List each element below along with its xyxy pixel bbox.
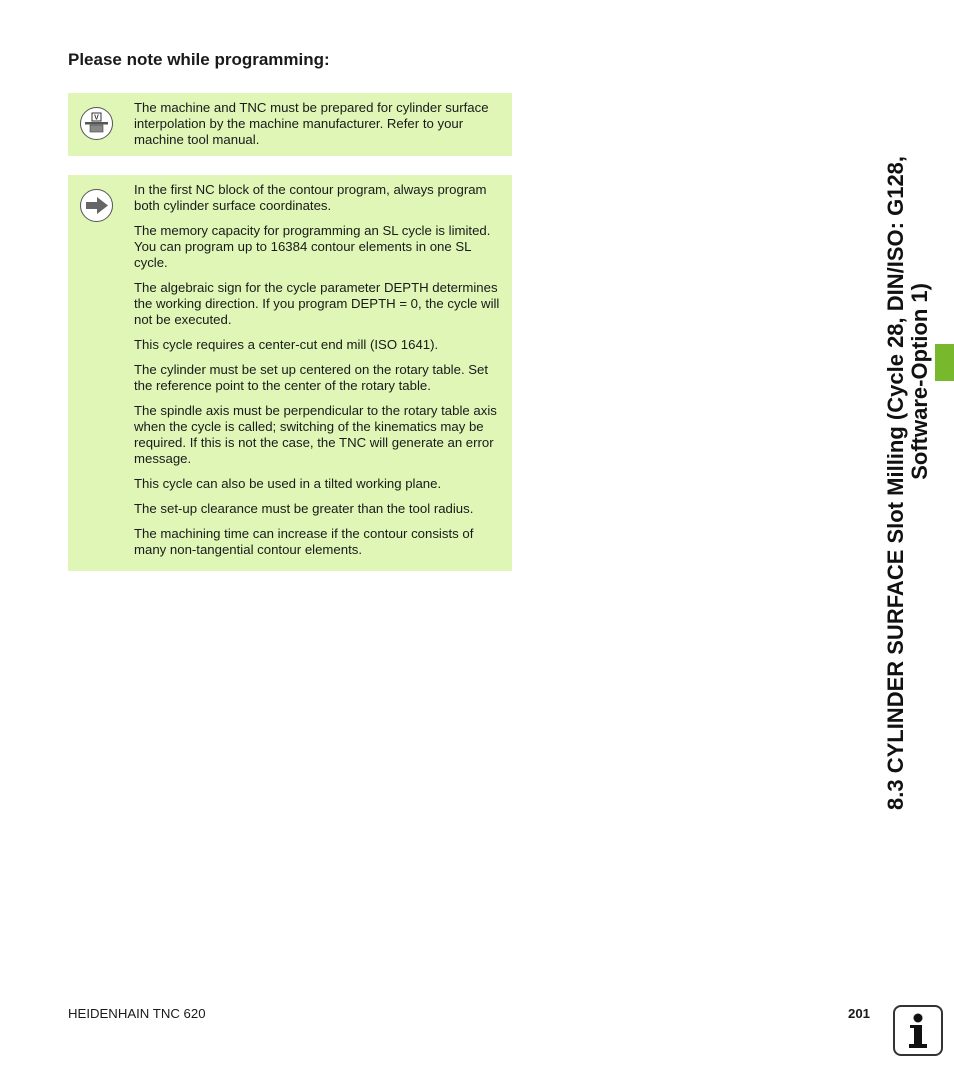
machine-manual-icon	[80, 107, 113, 140]
svg-text:V: V	[94, 114, 99, 122]
page-number: 201	[848, 1006, 871, 1021]
hint-item: The memory capacity for programming an SL cycle is limited. You can program up to 16384 contour elements in one SL cycle.	[134, 223, 491, 270]
machine-note-text: The machine and TNC must be prepared for cylinder surface interpolation by the machine manufacturer. Refer to your machine tool manual.	[134, 100, 489, 147]
hint-item: The algebraic sign for the cycle parameter DEPTH determines the working direction. If you program DEPTH = 0, the cycle will not be executed.	[134, 280, 500, 327]
info-icon[interactable]	[893, 1005, 943, 1056]
side-title-line1: 8.3 CYLINDER SURFACE Slot Milling (Cycle 28, DIN/ISO: G128,	[883, 155, 908, 810]
hint-item: The spindle axis must be perpendicular to the rotary table axis when the cycle is called; switching of the kinematics may be required. If this is not the case, the TNC will generate an error message.	[134, 403, 497, 466]
hint-item: The cylinder must be set up centered on the rotary table. Set the reference point to the center of the rotary table.	[134, 362, 489, 393]
hints-list	[134, 182, 504, 567]
footer-product-name: HEIDENHAIN TNC 620	[68, 1006, 206, 1021]
machine-note-box	[68, 93, 512, 156]
side-chapter-title	[884, 50, 932, 810]
arrow-hint-icon	[80, 189, 113, 222]
section-heading: Please note while programming:	[68, 50, 330, 69]
hint-item: The machining time can increase if the contour consists of many non-tangential contour elements.	[134, 526, 474, 557]
chapter-tab-marker	[935, 344, 954, 381]
hint-item: In the first NC block of the contour program, always program both cylinder surface coordinates.	[134, 182, 487, 213]
hints-box	[68, 175, 512, 571]
hint-item: This cycle requires a center-cut end mill (ISO 1641).	[134, 337, 439, 352]
hint-item: This cycle can also be used in a tilted working plane.	[134, 476, 442, 491]
hint-item: The set-up clearance must be greater than the tool radius.	[134, 501, 474, 516]
side-title-line2: Software-Option 1)	[907, 283, 932, 480]
